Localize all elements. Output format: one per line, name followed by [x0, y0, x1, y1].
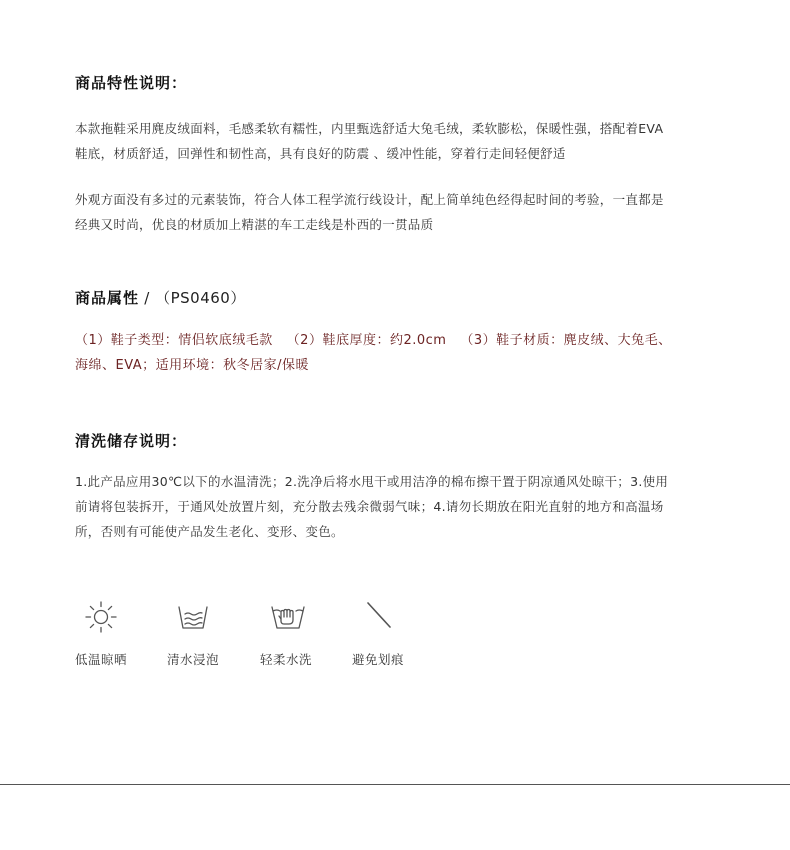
features-heading: 商品特性说明：: [75, 74, 188, 92]
features-line: 外观方面没有多过的元素装饰，符合人体工程学流行线设计，配上简单纯色经得起时间的考验，一直都是: [75, 192, 664, 207]
slash-icon: [360, 599, 396, 635]
care-heading: 清洗储存说明：: [75, 432, 188, 450]
hand-wash-icon: [268, 599, 308, 635]
care-line: 1.此产品应用30℃以下的水温清洗；2.洗净后将水甩干或用洁净的棉布擦干置于阴凉通风处晾干；3.使用: [75, 474, 669, 489]
care-icon-item: [260, 595, 330, 675]
attributes-heading-title: 商品属性: [75, 289, 140, 307]
care-section: [75, 431, 715, 451]
icon-label-avoid-scratches: 避免划痕: [352, 652, 405, 667]
care-line: 前请将包装拆开，于通风处放置片刻，充分散去残余微弱气味；4.请勿长期放在阳光直射的地方和高温场: [75, 499, 664, 514]
attributes-heading: [75, 288, 715, 308]
care-icon-item: [352, 595, 422, 675]
care-instructions: [75, 469, 715, 544]
water-basin-icon: [175, 599, 211, 635]
icon-label-gentle-wash: 轻柔水洗: [260, 652, 313, 667]
features-line: 鞋底，材质舒适，回弹性和韧性高，具有良好的防震 、缓冲性能，穿着行走间轻便舒适: [75, 146, 566, 161]
attributes-list: [75, 328, 735, 378]
icon-label-low-temp-dry: 低温晾晒: [75, 652, 128, 667]
attributes-section: [75, 288, 715, 308]
sun-icon: [83, 599, 119, 635]
features-line: 本款拖鞋采用麂皮绒面料，毛感柔软有糯性，内里甄选舒适大兔毛绒，柔软膨松，保暖性强，搭配着EVA: [75, 121, 664, 136]
features-paragraph-2: [75, 187, 715, 237]
icon-label-soak: 清水浸泡: [167, 652, 220, 667]
attributes-line: 海绵、EVA；适用环境：秋冬居家/保暖: [75, 358, 310, 373]
care-icon-item: [167, 595, 237, 675]
bottom-divider: [0, 784, 790, 785]
care-line: 所，否则有可能使产品发生老化、变形、变色。: [75, 524, 344, 539]
attributes-line: （1）鞋子类型：情侣软底绒毛款 （2）鞋底厚度：约2.0cm （3）鞋子材质：麂皮绒、大兔毛、: [75, 333, 672, 348]
features-line: 经典又时尚，优良的材质加上精湛的车工走线是朴西的一贯品质: [75, 217, 434, 232]
attributes-heading-code: / （PS0460）: [139, 289, 246, 307]
care-icons-row: [75, 595, 495, 675]
care-icon-item: [75, 595, 145, 675]
features-paragraph-1: [75, 116, 715, 166]
features-section: [75, 73, 715, 93]
